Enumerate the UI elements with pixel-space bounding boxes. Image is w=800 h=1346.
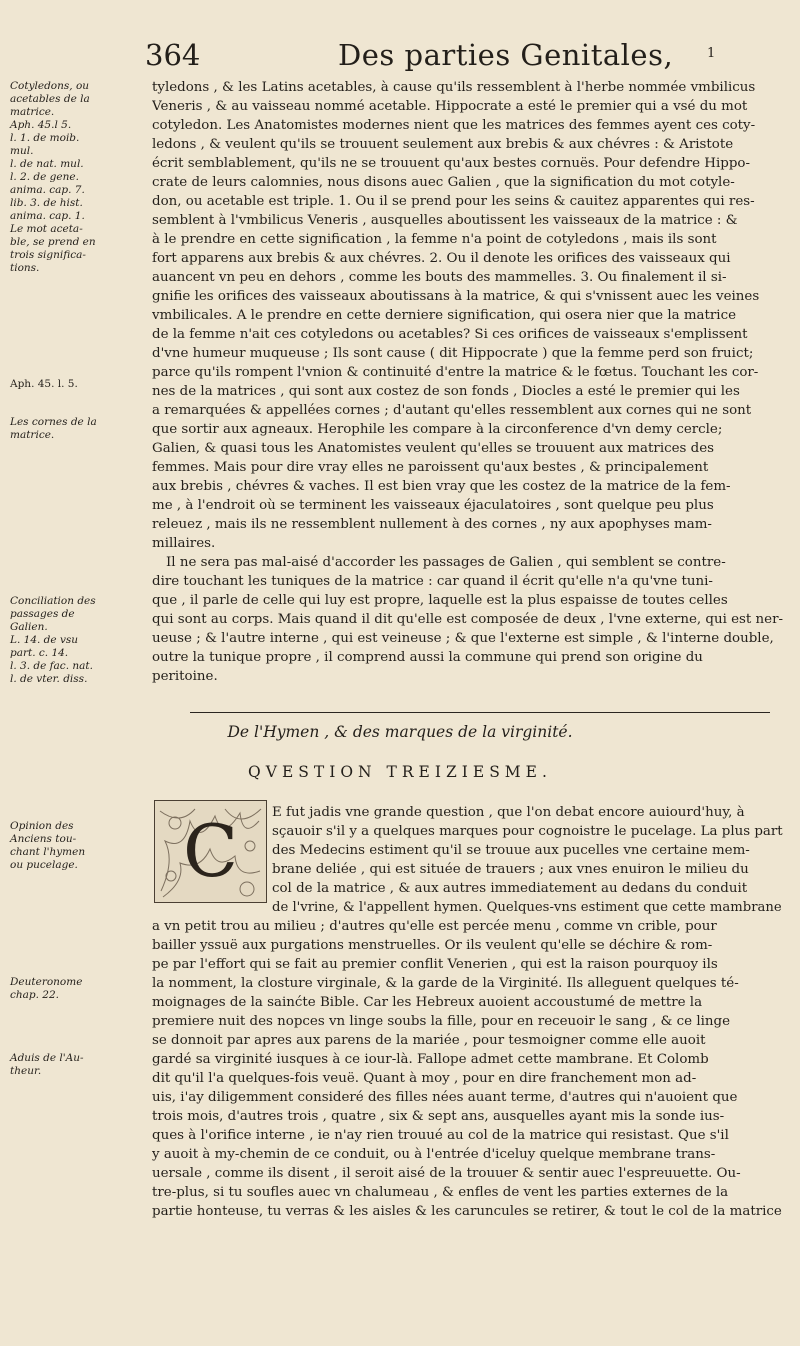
text-line: sçauoir s'il y a quelques marques pour cognoistre le pucelage. La plus part [272,824,783,839]
text-line: don, ou acetable est triple. 1. Ou il se prend pour les seins & cauitez apparentes qui res- [152,194,755,209]
margin-line: passages de [10,608,75,620]
margin-line: chap. 22. [10,989,59,1001]
text-line: à le prendre en cette signification , la femme n'a point de cotyledons , mais ils sont [152,232,717,247]
margin-line: Galien. [10,621,48,633]
margin-line: Aduis de l'Au- [10,1052,84,1064]
margin-line: trois significa- [10,249,86,261]
text-line: Il ne sera pas mal-aisé d'accorder les passages de Galien , qui semblent se contre- [166,555,726,570]
margin-line: part. c. 14. [10,647,69,659]
margin-note-opinion [10,820,144,872]
text-line: écrit semblablement, qu'ils ne se trouuent qu'aux bestes cornuës. Pour defendre Hippo- [152,156,750,171]
text-line: me , à l'endroit où se terminent les vaisseaux éjaculatoires , sont quelque peu plus [152,498,714,513]
margin-line: ble, se prend en [10,236,96,248]
margin-line: theur. [10,1065,42,1077]
margin-line: l. 1. de moib. [10,132,80,144]
text-line: qui sont au corps. Mais quand il dit qu'elle est composée de deux , l'vne externe, qui est ner- [152,612,784,627]
margin-note-conciliation [10,595,144,686]
margin-line: Opinion des [10,820,74,832]
paragraph-hymen [152,803,788,1221]
margin-note-cotyledons [10,80,144,275]
text-line: se donnoit par apres aux parens de la mariée , pour tesmoigner comme elle auoit [152,1033,706,1048]
margin-line: Les cornes de la [10,416,97,428]
text-line: de l'vrine, & l'appellent hymen. Quelques-vns estiment que cette mambrane [272,900,782,915]
text-line: millaires. [152,536,216,551]
text-line: que sortir aux agneaux. Herophile les compare à la circonference d'vn demy cercle; [152,422,723,437]
margin-line: Cotyledons, ou [10,80,90,92]
margin-aph: Aph. 45. l. 5. [10,378,78,390]
margin-line: lib. 3. de hist. [10,197,83,209]
margin-note-cornes [10,416,144,442]
text-line: partie honteuse, tu verras & les aisles & les caruncules se retirer, & tout le col de la matrice [152,1204,782,1219]
text-line: tyledons , & les Latins acetables, à cause qu'ils ressemblent à l'herbe nommée vmbilicus [152,80,756,95]
margin-note-aphorism [10,378,144,391]
page-number: 364 [145,38,201,72]
text-line: ledons , & veulent qu'ils se trouuent seulement aux brebis & aux chévres : & Aristote [152,137,734,152]
text-line: trois mois, d'autres trois , quatre , six & sept ans, ausquelles ayant mis la sonde ius- [152,1109,725,1124]
margin-line: chant l'hymen [10,846,86,858]
text-line: parce qu'ils rompent l'vnion & continuité d'entre la matrice & le fœtus. Touchant les cor- [152,365,759,380]
margin-line: Conciliation des [10,595,96,607]
text-line: pe par l'effort qui se fait au premier conflit Venerien , qui est la raison pourquoy ils [152,957,718,972]
section-title: De l'Hymen , & des marques de la virginité. [227,723,573,741]
margin-note-deuteronome [10,976,144,1002]
text-line: brane deliée , qui est située de trauers ; aux vnes enuiron le milieu du [272,862,749,877]
text-line: dit qu'il l'a quelques-fois veuë. Quant à moy , pour en dire franchement mon ad- [152,1071,697,1086]
text-line: a remarquées & appellées cornes ; d'autant qu'elles ressemblent aux cornes qui ne sont [152,403,752,418]
text-line: uersale , comme ils disent , il seroit aisé de la trouuer & sentir auec l'espreuuette. Ou- [152,1166,741,1181]
margin-line: anima. cap. 1. [10,210,85,222]
text-line: peritoine. [152,669,218,684]
margin-line: Aph. 45.l 5. [10,119,72,131]
margin-line: Anciens tou- [10,833,77,845]
text-line: tre-plus, si tu soufles auec vn chalumeau , & enfles de vent les parties externes de la [152,1185,729,1200]
margin-line: mul. [10,145,34,157]
text-line: col de la matrice , & aux autres immediatement au dedans du conduit [272,881,748,896]
margin-line: acetables de la [10,93,90,105]
text-line: E fut jadis vne grande question , que l'on debat encore auiourd'huy, à [272,805,745,820]
text-line: outre la tunique propre , il comprend aussi la commune qui prend son origine du [152,650,703,665]
text-line: gnifie les orifices des vaisseaux aboutissans à la matrice, & qui s'vnissent auec les veines [152,289,760,304]
text-line: releuez , mais ils ne ressemblent nullement à des cornes , ny aux apophyses mam- [152,517,712,532]
text-line: semblent à l'vmbilicus Veneris , ausquelles aboutissent les vaisseaux de la matrice : & [152,213,738,228]
text-line: ueuse ; & l'autre interne , qui est veineuse ; & que l'externe est simple , & l'interne double, [152,631,774,646]
section-rule [190,712,770,713]
text-line: auancent vn peu en dehors , comme les bouts des mammelles. 3. Ou finalement il si- [152,270,727,285]
text-line: bailler yssuë aux purgations menstruelles. Or ils veulent qu'elle se déchire & rom- [152,938,713,953]
text-line: moignages de la sainćte Bible. Car les Hebreux auoient accoustumé de mettre la [152,995,703,1010]
text-line: fort apparens aux brebis & aux chévres. 2. Ou il denote les orifices des vaisseaux qui [152,251,731,266]
text-line: cotyledon. Les Anatomistes modernes nient que les matrices des femmes ayent ces coty- [152,118,756,133]
text-line: y auoit à my-chemin de ce conduit, ou à l'entrée d'iceluy quelque membrane trans- [152,1147,716,1162]
margin-line: Deuteronome [10,976,83,988]
margin-line: l. 2. de gene. [10,171,79,183]
margin-line: l. 3. de fac. nat. [10,660,93,672]
margin-line: anima. cap. 7. [10,184,85,196]
text-line: de la femme n'ait ces cotyledons ou acetables? Si ces orifices de vaisseaux s'emplissent [152,327,748,342]
text-line: Veneris , & au vaisseau nommé acetable. Hippocrate a esté le premier qui a vsé du mot [152,99,748,114]
text-line: premiere nuit des nopces vn linge soubs la fille, pour en receuoir le sang , & ce linge [152,1014,731,1029]
text-line: ques à l'orifice interne , ie n'ay rien trouué au col de la matrice qui resistast. Que s'il [152,1128,729,1143]
text-line: Galien, & quasi tous les Anatomistes veulent qu'elles se trouuent aux matrices des [152,441,715,456]
header-mark: 1 [707,46,716,61]
text-line: des Medecins estiment qu'il se trouue aux pucelles vne certaine mem- [272,843,750,858]
margin-line: ou pucelage. [10,859,78,871]
margin-line: L. 14. de vsu [10,634,79,646]
margin-line: tions. [10,262,40,274]
text-line: gardé sa virginité iusques à ce iour-là. Fallope admet cette mambrane. Et Colomb [152,1052,709,1067]
text-line: la nomment, la closture virginale, & la garde de la Virginité. Ils alleguent quelques té- [152,976,739,991]
paragraph-cotyledons [152,78,788,553]
text-line: uis, i'ay diligemment consideré des filles nées auant terme, d'autres qui n'auoient que [152,1090,738,1105]
text-line: a vn petit trou au milieu ; d'autres qu'elle est percée menu , comme vn crible, pour [152,919,717,934]
dropcap-letter: C [182,809,239,893]
question-heading: QVESTION TREIZIESME. [248,763,552,781]
paragraph-galien [152,553,788,686]
margin-line: Le mot aceta- [10,223,83,235]
page-header [0,38,800,78]
text-line: que , il parle de celle qui luy est propre, laquelle est la plus espaisse de toutes celles [152,593,728,608]
text-line: crate de leurs calomnies, nous disons auec Galien , que la signification du mot cotyle- [152,175,735,190]
margin-note-aduis [10,1052,144,1078]
text-line: aux brebis , chévres & vaches. Il est bien vray que les costez de la matrice de la fem- [152,479,731,494]
text-line: femmes. Mais pour dire vray elles ne paroissent qu'aux bestes , & principalement [152,460,709,475]
running-head: Des parties Genitales, [338,38,674,72]
text-line: d'vne humeur muqueuse ; Ils sont cause ( dit Hippocrate ) que la femme perd son fruict; [152,346,754,361]
text-line: nes de la matrices , qui sont aux costez de son fonds , Diocles a esté le premier qui les [152,384,740,399]
text-line: vmbilicales. A le prendre en cette derniere signification, qui osera nier que la matrice [152,308,737,323]
margin-line: l. de vter. diss. [10,673,88,685]
margin-line: matrice. [10,429,55,441]
text-line: dire touchant les tuniques de la matrice : car quand il écrit qu'elle n'a qu'vne tuni- [152,574,713,589]
margin-line: matrice. [10,106,55,118]
margin-line: l. de nat. mul. [10,158,84,170]
